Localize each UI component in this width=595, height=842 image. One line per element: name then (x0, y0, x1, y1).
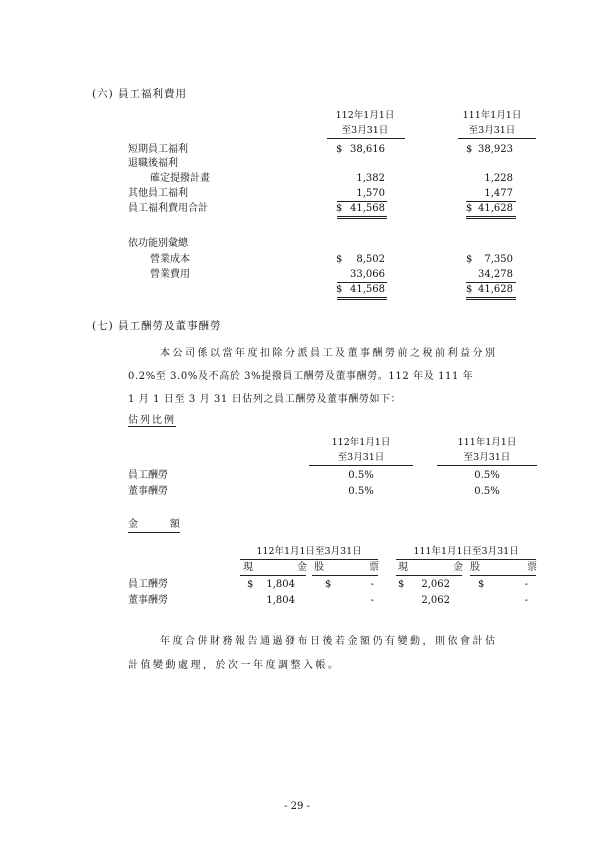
s6-col2-header-line1: 111年1月1日 (462, 110, 522, 121)
rate-title: 估列比例 (128, 415, 176, 426)
amt-period1-header: 112年1月1日至3月31日 (256, 546, 362, 557)
s6-col1-header-rule (327, 138, 405, 139)
amt-period2-header: 111年1月1日至3月31日 (413, 546, 519, 557)
s6-col2-header-line2: 至3月31日 (468, 125, 516, 136)
section7-closing-paragraph: 年度合併財務報告通過發布日後若金額仍有變動，則依會計估 計值變動處理，於次一年度調整入帳。 (128, 636, 498, 671)
section7-heading: (七) 員工酬勞及董事酬勞 (92, 320, 222, 332)
s6-col2-header-rule (458, 138, 536, 139)
section7-paragraph: 本公司係以當年度扣除分派員工及董事酬勞前之稅前利益分別 0.2%至 3.0%及不高於 3%提撥員工酬勞及董事酬勞。112 年及 111 年 1 月 1 日至 3 月 31 日估列之員工酬勞及董事酬勞如下： (128, 348, 498, 405)
s6-col1-header-line2: 至3月31日 (341, 125, 389, 136)
rate-col2-header-line2: 至3月31日 (463, 452, 511, 463)
rate-col1-header-line1: 112年1月1日 (331, 437, 391, 448)
amount-title: 金 額 (128, 518, 180, 533)
rate-col2-header-line1: 111年1月1日 (457, 437, 517, 448)
page-number: - 29 - (284, 801, 310, 812)
rate-col1-header-line2: 至3月31日 (337, 452, 385, 463)
s6-col1-header-line1: 112年1月1日 (335, 110, 395, 121)
section6-heading: (六) 員工福利費用 (92, 88, 188, 100)
s6-func-label: 依功能別彙總 (128, 238, 188, 249)
